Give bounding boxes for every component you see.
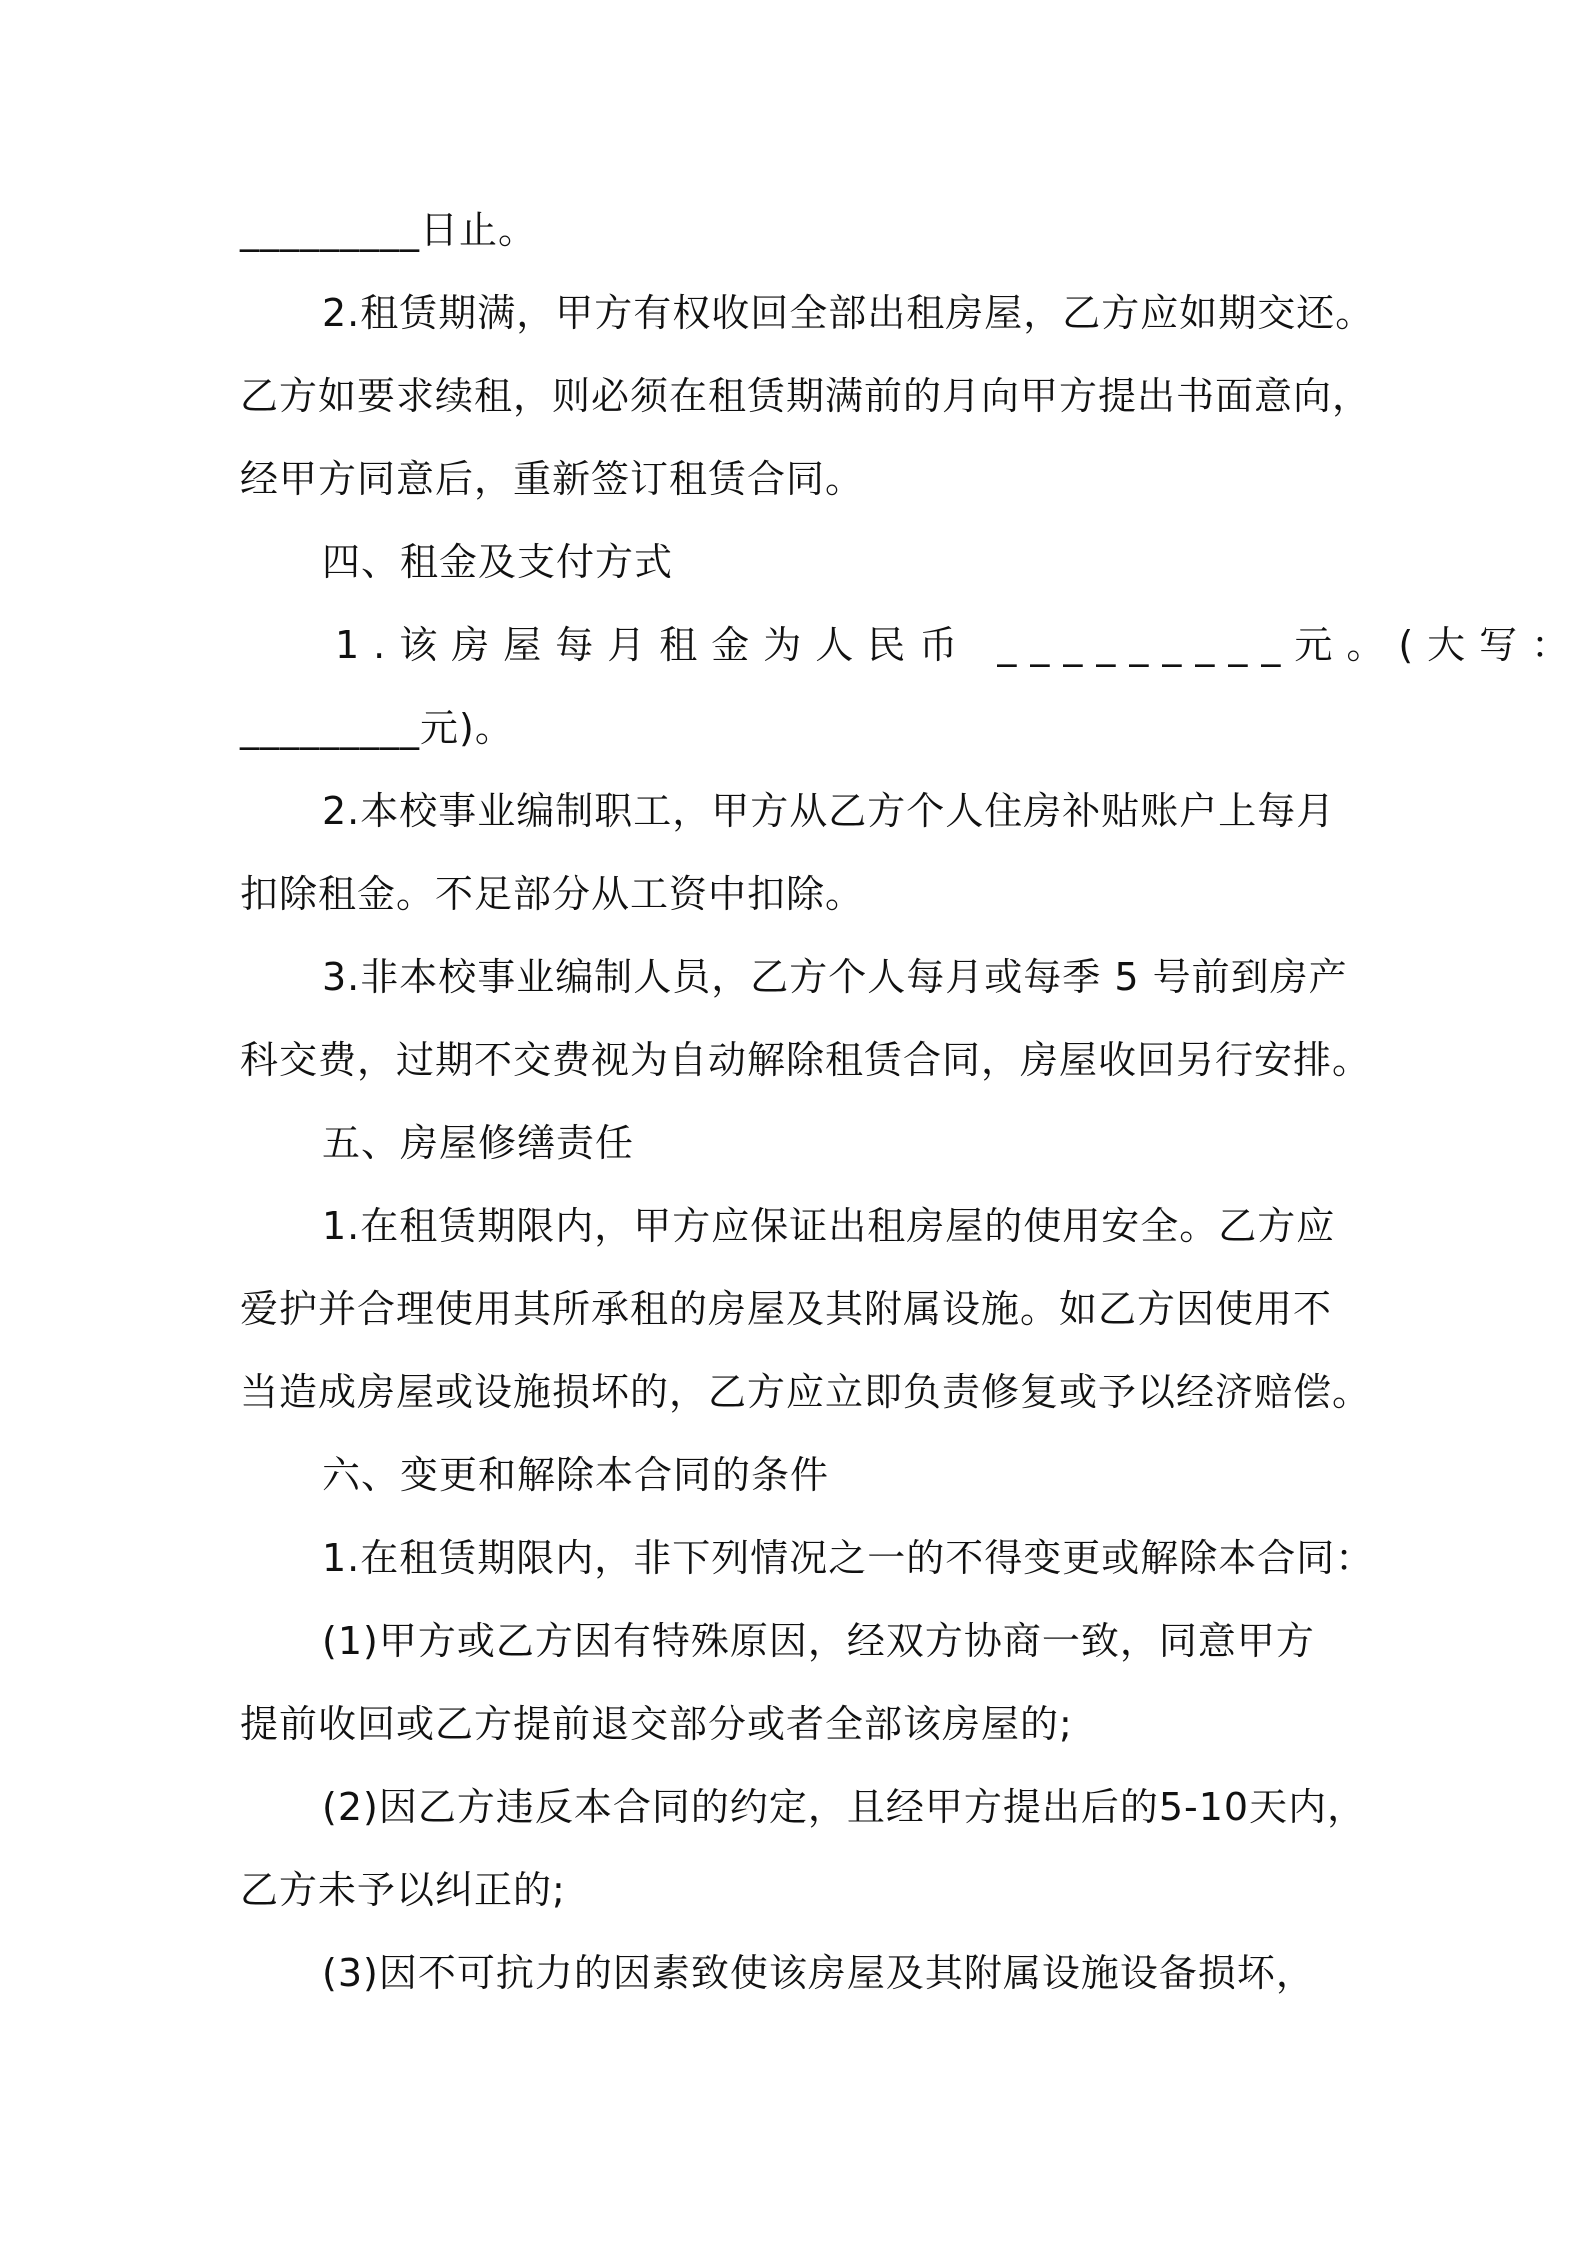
text-line: 爱护并合理使用其所承租的房屋及其附属设施。如乙方因使用不 xyxy=(240,1287,1333,1331)
text-line: (3)因不可抗力的因素致使该房屋及其附属设施设备损坏， xyxy=(322,1951,1315,1995)
text-line: 1.在租赁期限内，非下列情况之一的不得变更或解除本合同： xyxy=(322,1536,1375,1580)
text-line: 提前收回或乙方提前退交部分或者全部该房屋的; xyxy=(240,1702,1073,1746)
section-heading: 六、变更和解除本合同的条件 xyxy=(322,1453,830,1497)
text-line: 2.租赁期满，甲方有权收回全部出租房屋，乙方应如期交还。 xyxy=(322,291,1375,335)
text-line: 科交费，过期不交费视为自动解除租赁合同，房屋收回另行安排。 xyxy=(240,1038,1372,1082)
text-line: (2)因乙方违反本合同的约定，且经甲方提出后的5-10天内， xyxy=(322,1785,1367,1829)
text-line: _________日止。 xyxy=(240,208,538,252)
section-heading: 五、房屋修缮责任 xyxy=(322,1121,635,1165)
text-line: 乙方未予以纠正的; xyxy=(240,1868,566,1912)
section-heading: 四、租金及支付方式 xyxy=(322,540,674,584)
text-line: 经甲方同意后，重新签订租赁合同。 xyxy=(240,457,865,501)
text-line: 1.在租赁期限内，甲方应保证出租房屋的使用安全。乙方应 xyxy=(322,1204,1336,1248)
text-line: 扣除租金。不足部分从工资中扣除。 xyxy=(240,872,865,916)
text-line: 当造成房屋或设施损坏的，乙方应立即负责修复或予以经济赔偿。 xyxy=(240,1370,1372,1414)
text-line: 乙方如要求续租，则必须在租赁期满前的月向甲方提出书面意向， xyxy=(240,374,1372,418)
text-line: 3.非本校事业编制人员，乙方个人每月或每季 5 号前到房产 xyxy=(322,955,1348,999)
text-line: 2.本校事业编制职工，甲方从乙方个人住房补贴账户上每月 xyxy=(322,789,1336,833)
text-line: _________元)。 xyxy=(240,706,514,750)
text-line: 1.该房屋每月租金为人民币 _________元。(大写： xyxy=(335,623,1584,667)
text-line: (1)甲方或乙方因有特殊原因，经双方协商一致，同意甲方 xyxy=(322,1619,1315,1663)
